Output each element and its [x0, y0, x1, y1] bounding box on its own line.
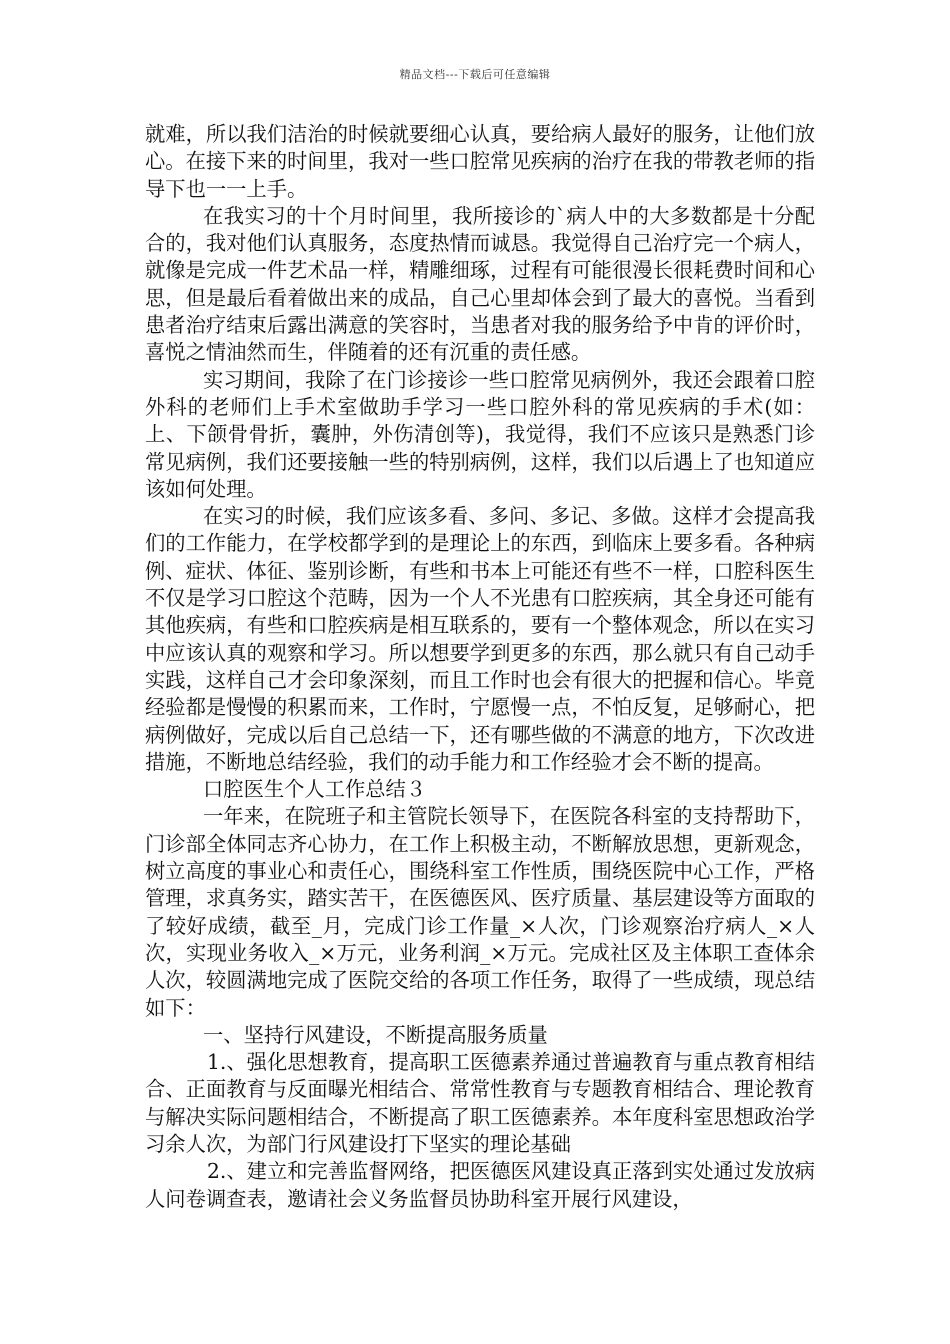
paragraph: 就难，所以我们洁治的时候就要细心认真，要给病人最好的服务，让他们放心。在接下来的时间里，我对一些口腔常见疾病的治疗在我的带教老师的指导下也一一上手。	[145, 122, 815, 201]
document-body	[145, 121, 815, 1213]
paragraph: 实习期间，我除了在门诊接诊一些口腔常见病例外，我还会跟着口腔外科的老师们上手术室做助手学习一些口腔外科的常见疾病的手术(如：上、下颌骨骨折，囊肿，外伤清创等)，我觉得，我们不应该只是熟悉门诊常见病例，我们还要接触一些的特别病例，这样，我们以后遇上了也知道应该如何处理。	[145, 367, 815, 501]
paragraph: 1.、强化思想教育，提高职工医德素养通过普遍教育与重点教育相结合、正面教育与反面曝光相结合、常常性教育与专题教育相结合、理论教育与解决实际问题相结合，不断提高了职工医德素养。本年度科室思想政治学习余人次，为部门行风建设打下坚实的理论基础	[145, 1050, 815, 1156]
section-heading: 一、坚持行风建设，不断提高服务质量	[203, 1022, 548, 1047]
page-header: 精品文档---下载后可任意编辑	[399, 68, 551, 81]
paragraph: 在我实习的十个月时间里，我所接诊的`病人中的大多数都是十分配合的，我对他们认真服务，态度热情而诚恳。我觉得自己治疗完一个病人，就像是完成一件艺术品一样，精雕细琢，过程有可能很漫长很耗费时间和心思，但是最后看着做出来的成品，自己心里却体会到了最大的喜悦。当看到患者治疗结束后露出满意的笑容时，当患者对我的服务给予中肯的评价时，喜悦之情油然而生，伴随着的还有沉重的责任感。	[145, 203, 815, 365]
paragraph: 2.、建立和完善监督网络，把医德医风建设真正落到实处通过发放病人问卷调查表，邀请社会义务监督员协助科室开展行风建设，	[145, 1159, 815, 1211]
paragraph: 一年来，在院班子和主管院长领导下，在医院各科室的支持帮助下，门诊部全体同志齐心协力，在工作上积极主动，不断解放思想，更新观念，树立高度的事业心和责任心，围绕科室工作性质，围绕医院中心工作，严格管理，求真务实，踏实苦干，在医德医风、医疗质量、基层建设等方面取的了较好成绩，截至_月，完成门诊工作量_×人次，门诊观察治疗病人_×人次，实现业务收入_×万元，业务利润_×万元。完成社区及主体职工查体余人次，较圆满地完成了医院交给的各项工作任务，取得了一些成绩，现总结如下：	[145, 804, 815, 1020]
paragraph: 在实习的时候，我们应该多看、多问、多记、多做。这样才会提高我们的工作能力，在学校都学到的是理论上的东西，到临床上要多看。各种病例、症状、体征、鉴别诊断，有些和书本上可能还有些不一样，口腔科医生不仅是学习口腔这个范畴，因为一个人不光患有口腔疾病，其全身还可能有其他疾病，有些和口腔疾病是相互联系的，要有一个整体观念，所以在实习中应该认真的观察和学习。所以想要学到更多的东西，那么就只有自己动手实践，这样自己才会印象深刻，而且工作时也会有很大的把握和信心。毕竟经验都是慢慢的积累而来，工作时，宁愿慢一点，不怕反复，足够耐心，把病例做好，完成以后自己总结一下，还有哪些做的不满意的地方，下次改进措施，不断地总结经验，我们的动手能力和工作经验才会不断的提高。	[145, 504, 815, 774]
section-title: 口腔医生个人工作总结３	[203, 777, 427, 802]
